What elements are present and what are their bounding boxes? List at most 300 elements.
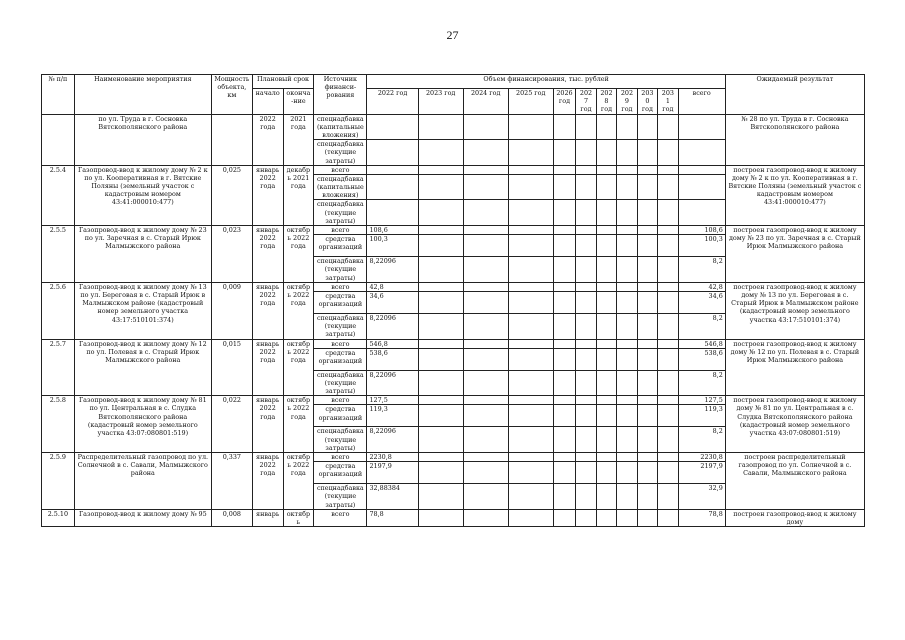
value-2022: 42,8: [367, 282, 418, 291]
value-cell: [418, 165, 463, 174]
value-cell: [553, 509, 576, 526]
value-cell: [508, 427, 553, 453]
value-2031: [658, 339, 678, 348]
value-total: [678, 114, 725, 140]
value-cell: [463, 226, 508, 235]
value-cell: [576, 484, 596, 510]
value-cell: [617, 200, 637, 226]
item-capacity: [211, 114, 252, 165]
value-2022: 546,8: [367, 339, 418, 348]
item-name: Газопровод-ввод к жилому дому № 13 по ул. Береговая в с. Старый Ирюк в Малмыжском районе (кадастровый номер земельного участка 43:17:510101:374): [74, 282, 211, 339]
header-capacity: Мощность объекта, км: [211, 75, 252, 115]
header-year: 2029 год: [617, 89, 637, 115]
value-cell: [596, 200, 616, 226]
value-2022: 34,6: [367, 291, 418, 313]
value-cell: [576, 453, 596, 462]
value-cell: [508, 291, 553, 313]
value-cell: [576, 509, 596, 526]
value-total: 78,8: [678, 509, 725, 526]
value-total: [678, 165, 725, 174]
value-cell: [596, 291, 616, 313]
value-total: 538,6: [678, 348, 725, 370]
value-cell: [508, 114, 553, 140]
value-cell: [553, 370, 576, 396]
value-total: [678, 140, 725, 166]
value-cell: [463, 396, 508, 405]
value-cell: [418, 453, 463, 462]
value-2022: 100,3: [367, 235, 418, 257]
value-cell: [617, 453, 637, 462]
value-2031: [658, 257, 678, 283]
value-cell: [553, 200, 576, 226]
value-cell: [418, 257, 463, 283]
value-cell: [553, 226, 576, 235]
value-2022: [367, 200, 418, 226]
value-2022: 8,22096: [367, 427, 418, 453]
value-cell: [617, 165, 637, 174]
funding-source: всего: [314, 339, 367, 348]
value-cell: [553, 282, 576, 291]
item-start: январь 2022 года: [252, 226, 283, 283]
value-cell: [553, 257, 576, 283]
value-cell: [508, 396, 553, 405]
value-cell: [637, 226, 657, 235]
expected-result: № 28 по ул. Труда в г. Сосновка Вятскополянского района: [725, 114, 864, 165]
item-number: 2.5.8: [42, 396, 75, 453]
value-cell: [553, 427, 576, 453]
value-cell: [463, 313, 508, 339]
value-total: 2230,8: [678, 453, 725, 462]
item-start: январь 2022 года: [252, 282, 283, 339]
value-cell: [617, 257, 637, 283]
value-cell: [596, 462, 616, 484]
value-cell: [576, 200, 596, 226]
item-number: [42, 114, 75, 165]
value-cell: [637, 348, 657, 370]
value-cell: [596, 235, 616, 257]
value-cell: [637, 313, 657, 339]
value-total: 8,2: [678, 313, 725, 339]
item-start: январь: [252, 509, 283, 526]
value-cell: [508, 405, 553, 427]
item-number: 2.5.6: [42, 282, 75, 339]
value-cell: [463, 427, 508, 453]
value-cell: [508, 226, 553, 235]
funding-source: спецнадбавка (капитальные вложения): [314, 174, 367, 200]
value-cell: [637, 165, 657, 174]
value-cell: [418, 462, 463, 484]
funding-source: спецнадбавка (капитальные вложения): [314, 114, 367, 140]
value-2031: [658, 174, 678, 200]
item-number: 2.5.10: [42, 509, 75, 526]
value-2031: [658, 140, 678, 166]
value-cell: [463, 339, 508, 348]
value-total: 546,8: [678, 339, 725, 348]
expected-result: построен газопровод-ввод к жилому дому № 81 по ул. Центральная в с. Слудка Вятскополянского района (кадастровый номер земельного участка 43:07:080801:519): [725, 396, 864, 453]
value-cell: [418, 140, 463, 166]
expected-result: построен газопровод-ввод к жилому дому № 23 по ул. Заречная в с. Старый Ирюк Малмыжского района: [725, 226, 864, 283]
value-2022: [367, 174, 418, 200]
value-cell: [553, 291, 576, 313]
item-name: Газопровод-ввод к жилому дому № 2 к по ул. Кооперативная в г. Вятские Поляны (земельный участок с кадастровым номером 43:41:000010:477): [74, 165, 211, 225]
value-cell: [596, 427, 616, 453]
value-cell: [596, 370, 616, 396]
funding-source: всего: [314, 282, 367, 291]
value-cell: [596, 226, 616, 235]
value-cell: [576, 339, 596, 348]
value-cell: [596, 453, 616, 462]
funding-source: средства организаций: [314, 348, 367, 370]
value-cell: [576, 313, 596, 339]
value-2031: [658, 396, 678, 405]
value-total: 8,2: [678, 370, 725, 396]
value-cell: [463, 257, 508, 283]
value-cell: [553, 165, 576, 174]
funding-source: спецнадбавка (текущие затраты): [314, 200, 367, 226]
value-cell: [637, 114, 657, 140]
value-2031: [658, 165, 678, 174]
value-2022: [367, 140, 418, 166]
value-cell: [463, 462, 508, 484]
value-cell: [617, 370, 637, 396]
item-name: Газопровод-ввод к жилому дому № 23 по ул. Заречная в с. Старый Ирюк Малмыжского района: [74, 226, 211, 283]
value-cell: [637, 235, 657, 257]
value-cell: [576, 114, 596, 140]
header-year: 2031 год: [658, 89, 678, 115]
value-cell: [508, 235, 553, 257]
funding-source: всего: [314, 165, 367, 174]
value-cell: [617, 291, 637, 313]
value-cell: [617, 226, 637, 235]
value-cell: [576, 405, 596, 427]
value-cell: [463, 484, 508, 510]
value-cell: [418, 291, 463, 313]
value-cell: [637, 462, 657, 484]
item-start: 2022 года: [252, 114, 283, 165]
item-start: январь 2022 года: [252, 453, 283, 510]
value-2022: 78,8: [367, 509, 418, 526]
header-year: 2022 год: [367, 89, 418, 115]
item-name: Распределительный газопровод по ул. Солнечной в с. Савали, Малмыжского района: [74, 453, 211, 510]
value-2022: 108,6: [367, 226, 418, 235]
item-end: октябрь 2022 года: [283, 396, 314, 453]
item-end: октябрь 2022 года: [283, 226, 314, 283]
table-row: [42, 509, 865, 526]
value-cell: [617, 405, 637, 427]
value-2031: [658, 453, 678, 462]
value-cell: [637, 370, 657, 396]
value-cell: [463, 200, 508, 226]
value-cell: [553, 140, 576, 166]
value-2031: [658, 509, 678, 526]
expected-result: построен газопровод-ввод к жилому дому: [725, 509, 864, 526]
value-total: 8,2: [678, 257, 725, 283]
value-cell: [553, 235, 576, 257]
value-cell: [418, 396, 463, 405]
value-cell: [576, 226, 596, 235]
funding-source: спецнадбавка (текущие затраты): [314, 313, 367, 339]
value-2022: 32,88384: [367, 484, 418, 510]
value-cell: [576, 396, 596, 405]
table-row: [42, 114, 865, 140]
value-cell: [617, 348, 637, 370]
item-capacity: 0,023: [211, 226, 252, 283]
value-cell: [596, 114, 616, 140]
value-cell: [553, 396, 576, 405]
item-name: Газопровод-ввод к жилому дому № 12 по ул. Полевая в с. Старый Ирюк Малмыжского района: [74, 339, 211, 396]
value-cell: [637, 396, 657, 405]
item-capacity: 0,337: [211, 453, 252, 510]
funding-source: спецнадбавка (текущие затраты): [314, 370, 367, 396]
expected-result: построен газопровод-ввод к жилому дому № 12 по ул. Полевая в с. Старый Ирюк Малмыжского района: [725, 339, 864, 396]
value-cell: [553, 348, 576, 370]
value-cell: [553, 339, 576, 348]
value-2031: [658, 291, 678, 313]
value-cell: [418, 427, 463, 453]
value-cell: [576, 291, 596, 313]
table-row: [42, 339, 865, 348]
value-cell: [637, 453, 657, 462]
value-total: [678, 200, 725, 226]
value-cell: [617, 462, 637, 484]
table-row: [42, 282, 865, 291]
value-2022: [367, 165, 418, 174]
value-total: 2197,9: [678, 462, 725, 484]
value-cell: [463, 282, 508, 291]
value-total: 119,3: [678, 405, 725, 427]
value-cell: [508, 509, 553, 526]
item-end: 2021 года: [283, 114, 314, 165]
value-cell: [508, 174, 553, 200]
value-cell: [596, 165, 616, 174]
value-2031: [658, 282, 678, 291]
value-2031: [658, 313, 678, 339]
value-cell: [418, 370, 463, 396]
value-cell: [508, 282, 553, 291]
value-cell: [508, 257, 553, 283]
value-cell: [553, 114, 576, 140]
item-end: октябрь: [283, 509, 314, 526]
value-cell: [463, 405, 508, 427]
value-cell: [637, 405, 657, 427]
value-cell: [418, 282, 463, 291]
value-cell: [576, 165, 596, 174]
value-cell: [617, 484, 637, 510]
expected-result: построен газопровод-ввод к жилому дому № 13 по ул. Береговая в с. Старый Ирюк в Малмыжском районе (кадастровый номер земельного участка 43:17:510101:374): [725, 282, 864, 339]
value-cell: [617, 174, 637, 200]
value-cell: [418, 200, 463, 226]
value-cell: [637, 509, 657, 526]
header-year: 2024 год: [463, 89, 508, 115]
value-cell: [508, 484, 553, 510]
item-name: Газопровод-ввод к жилому дому № 95: [74, 509, 211, 526]
value-2031: [658, 484, 678, 510]
value-cell: [553, 462, 576, 484]
value-cell: [418, 313, 463, 339]
value-cell: [596, 405, 616, 427]
value-2031: [658, 370, 678, 396]
item-number: 2.5.7: [42, 339, 75, 396]
funding-source: спецнадбавка (текущие затраты): [314, 140, 367, 166]
value-2031: [658, 114, 678, 140]
value-cell: [418, 235, 463, 257]
value-cell: [617, 114, 637, 140]
value-2031: [658, 462, 678, 484]
value-cell: [418, 339, 463, 348]
value-cell: [617, 396, 637, 405]
funding-source: средства организаций: [314, 462, 367, 484]
value-cell: [576, 348, 596, 370]
table-row: [42, 453, 865, 462]
value-cell: [418, 405, 463, 427]
value-cell: [463, 291, 508, 313]
item-capacity: 0,015: [211, 339, 252, 396]
header-year: 2027 год: [576, 89, 596, 115]
value-2031: [658, 427, 678, 453]
table-row: [42, 165, 865, 174]
header-start: начало: [252, 89, 283, 115]
value-2031: [658, 348, 678, 370]
page-number: 27: [446, 28, 459, 42]
value-cell: [596, 396, 616, 405]
item-end: декабрь 2021 года: [283, 165, 314, 225]
value-cell: [418, 114, 463, 140]
value-cell: [418, 509, 463, 526]
value-cell: [576, 462, 596, 484]
value-cell: [463, 174, 508, 200]
value-cell: [617, 509, 637, 526]
value-cell: [553, 174, 576, 200]
value-2022: 8,22096: [367, 370, 418, 396]
value-cell: [463, 140, 508, 166]
item-start: январь 2022 года: [252, 165, 283, 225]
funding-source: всего: [314, 453, 367, 462]
value-cell: [553, 484, 576, 510]
value-2022: 127,5: [367, 396, 418, 405]
value-cell: [553, 313, 576, 339]
table-row: [42, 396, 865, 405]
value-total: 127,5: [678, 396, 725, 405]
value-cell: [463, 370, 508, 396]
value-cell: [637, 174, 657, 200]
header-total: всего: [678, 89, 725, 115]
value-total: 8,2: [678, 427, 725, 453]
expected-result: построен газопровод-ввод к жилому дому № 2 к по ул. Кооперативная в г. Вятские Поляны (земельный участок с кадастровым номером 43:41:000010:477): [725, 165, 864, 225]
value-cell: [617, 282, 637, 291]
item-start: январь 2022 года: [252, 339, 283, 396]
funding-source: средства организаций: [314, 405, 367, 427]
value-cell: [617, 313, 637, 339]
value-cell: [596, 484, 616, 510]
value-cell: [576, 370, 596, 396]
value-cell: [418, 226, 463, 235]
value-cell: [463, 114, 508, 140]
value-cell: [637, 282, 657, 291]
item-end: октябрь 2022 года: [283, 282, 314, 339]
header-year: 2026 год: [553, 89, 576, 115]
value-cell: [553, 453, 576, 462]
value-total: [678, 174, 725, 200]
value-cell: [418, 484, 463, 510]
value-cell: [637, 339, 657, 348]
funding-source: всего: [314, 226, 367, 235]
value-2022: 8,22096: [367, 257, 418, 283]
table-row: [42, 226, 865, 235]
funding-source: спецнадбавка (текущие затраты): [314, 257, 367, 283]
value-cell: [463, 453, 508, 462]
value-cell: [418, 174, 463, 200]
funding-source: всего: [314, 396, 367, 405]
funding-source: всего: [314, 509, 367, 526]
value-cell: [463, 165, 508, 174]
value-total: 42,8: [678, 282, 725, 291]
item-capacity: 0,022: [211, 396, 252, 453]
value-cell: [637, 140, 657, 166]
value-cell: [637, 291, 657, 313]
value-cell: [596, 313, 616, 339]
value-cell: [576, 257, 596, 283]
value-cell: [418, 348, 463, 370]
value-2022: 2230,8: [367, 453, 418, 462]
value-cell: [637, 427, 657, 453]
header-funding: Объем финансирования, тыс. рублей: [367, 75, 725, 89]
item-end: октябрь 2022 года: [283, 453, 314, 510]
value-cell: [596, 140, 616, 166]
table-body: [42, 114, 865, 527]
value-total: 108,6: [678, 226, 725, 235]
item-capacity: 0,008: [211, 509, 252, 526]
item-start: январь 2022 года: [252, 396, 283, 453]
funding-source: спецнадбавка (текущие затраты): [314, 427, 367, 453]
item-number: 2.5.9: [42, 453, 75, 510]
header-year: 2025 год: [508, 89, 553, 115]
value-cell: [576, 140, 596, 166]
value-cell: [576, 427, 596, 453]
header-result: Ожидаемый результат: [725, 75, 864, 115]
value-total: 100,3: [678, 235, 725, 257]
value-2022: 119,3: [367, 405, 418, 427]
header-year: 2028 год: [596, 89, 616, 115]
value-cell: [576, 235, 596, 257]
value-2022: 8,22096: [367, 313, 418, 339]
value-cell: [508, 348, 553, 370]
funding-source: средства организаций: [314, 235, 367, 257]
item-number: 2.5.5: [42, 226, 75, 283]
item-number: 2.5.4: [42, 165, 75, 225]
value-cell: [617, 235, 637, 257]
header-end: оконча-ние: [283, 89, 314, 115]
funding-source: спецнадбавка (текущие затраты): [314, 484, 367, 510]
item-end: октябрь 2022 года: [283, 339, 314, 396]
value-cell: [617, 427, 637, 453]
value-2022: 2197,9: [367, 462, 418, 484]
value-2022: 538,6: [367, 348, 418, 370]
header-year: 2023 год: [418, 89, 463, 115]
value-cell: [596, 282, 616, 291]
item-name: по ул. Труда в г. Сосновка Вятскополянского района: [74, 114, 211, 165]
value-cell: [596, 339, 616, 348]
value-cell: [508, 200, 553, 226]
value-cell: [596, 174, 616, 200]
header-num: № п/п: [42, 75, 75, 115]
financing-table: [41, 74, 865, 527]
item-capacity: 0,009: [211, 282, 252, 339]
value-cell: [508, 140, 553, 166]
value-cell: [637, 200, 657, 226]
value-2031: [658, 235, 678, 257]
value-cell: [596, 257, 616, 283]
value-cell: [596, 348, 616, 370]
